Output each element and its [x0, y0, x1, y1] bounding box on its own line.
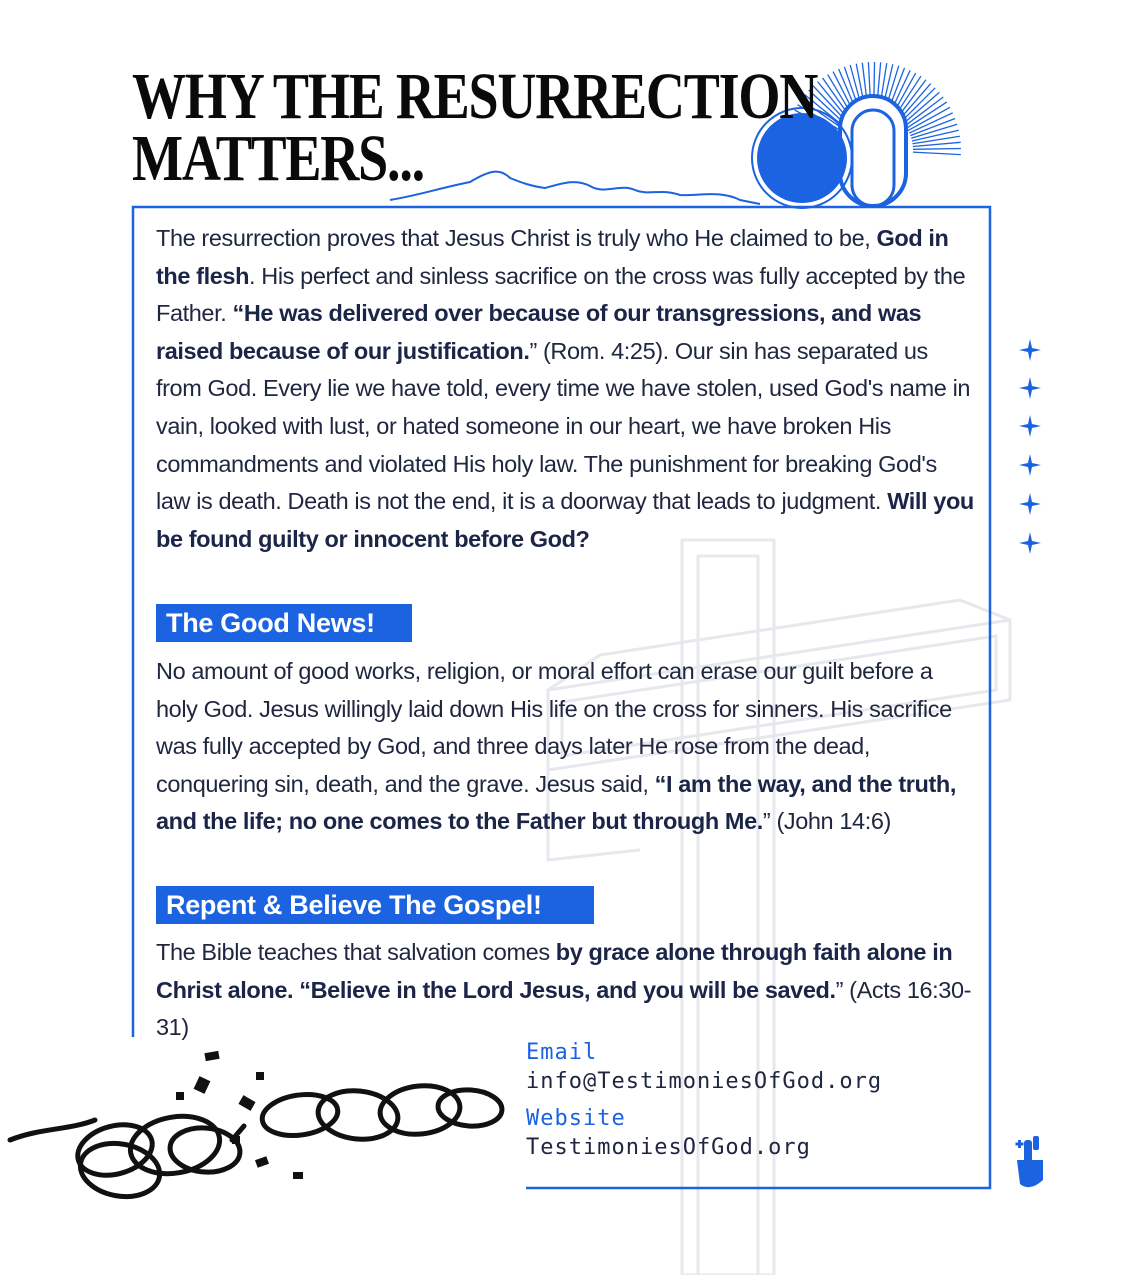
text-segment: ” (Rom. 4:25). Our sin has separated us from God. Every lie we have told, every time we have stolen, used God's name in vain, looked with lust, or hated someone in our heart, we have broken His commandments and violated His holy law. The punishment for breaking God's law is death. Death is not the end, it is a doorway that leads to judgment. — [156, 337, 971, 515]
salvation-paragraph — [156, 934, 974, 1047]
text-segment: . His perfect and sinless sacrifice on the cross was fully accepted by the Father. — [156, 262, 966, 327]
good-news-paragraph — [156, 653, 974, 841]
sparkle-icon — [1019, 377, 1041, 399]
text-segment: No amount of good works, religion, or moral effort can erase our guilt before a holy God. Jesus willingly laid down His life on the cross for sinners. His sacrifice was fully accepted by God, and three days later He rose from the dead, conquering sin, death, and the grave. Jesus said, — [156, 658, 952, 797]
sparkle-icon — [1019, 415, 1041, 437]
bold-text-segment: Will you be found guilty or innocent before God? — [156, 488, 974, 552]
text-segment: ” (Acts 16:30-31) — [156, 976, 972, 1041]
bold-text-segment: God in the flesh — [156, 225, 949, 289]
repent-heading: Repent & Believe The Gospel! — [156, 886, 594, 924]
sparkle-icon — [1019, 493, 1041, 515]
title-line-2: MATTERS... — [132, 122, 424, 195]
bold-text-segment: by grace alone through faith alone in Christ alone. “Believe in the Lord Jesus, and you will be saved. — [156, 939, 953, 1003]
contact-block — [526, 1040, 882, 1160]
email-label: Email — [526, 1040, 598, 1065]
sun-ray — [913, 148, 961, 149]
good-news-heading: The Good News! — [156, 604, 412, 642]
intro-paragraph — [156, 220, 974, 558]
sparkle-icon — [1019, 454, 1041, 476]
bold-text-segment: “I am the way, and the truth, and the life; no one comes to the Father but through Me. — [156, 770, 956, 835]
broken-chain-icon — [10, 1051, 503, 1203]
website-link[interactable]: TestimoniesOfGod.org — [526, 1135, 811, 1160]
text-segment: The Bible teaches that salvation comes — [156, 939, 556, 965]
text-segment: The resurrection proves that Jesus Christ is truly who He claimed to be, — [156, 225, 877, 251]
cross-watermark — [548, 540, 1010, 1275]
website-label: Website — [526, 1106, 626, 1131]
sun-ray — [913, 152, 961, 155]
title-line-1: WHY THE RESURRECTION — [132, 60, 818, 133]
page-title — [132, 60, 818, 195]
bold-text-segment: “He was delivered over because of our transgressions, and was raised because of our justification. — [156, 300, 922, 364]
pointing-finger-icon — [1016, 1136, 1044, 1187]
sparkle-icon — [1019, 339, 1041, 361]
email-link[interactable]: info@TestimoniesOfGod.org — [526, 1069, 883, 1094]
text-segment: ” (John 14:6) — [762, 808, 891, 835]
sparkle-icon — [1019, 532, 1041, 554]
sparkle-column — [1019, 339, 1041, 554]
